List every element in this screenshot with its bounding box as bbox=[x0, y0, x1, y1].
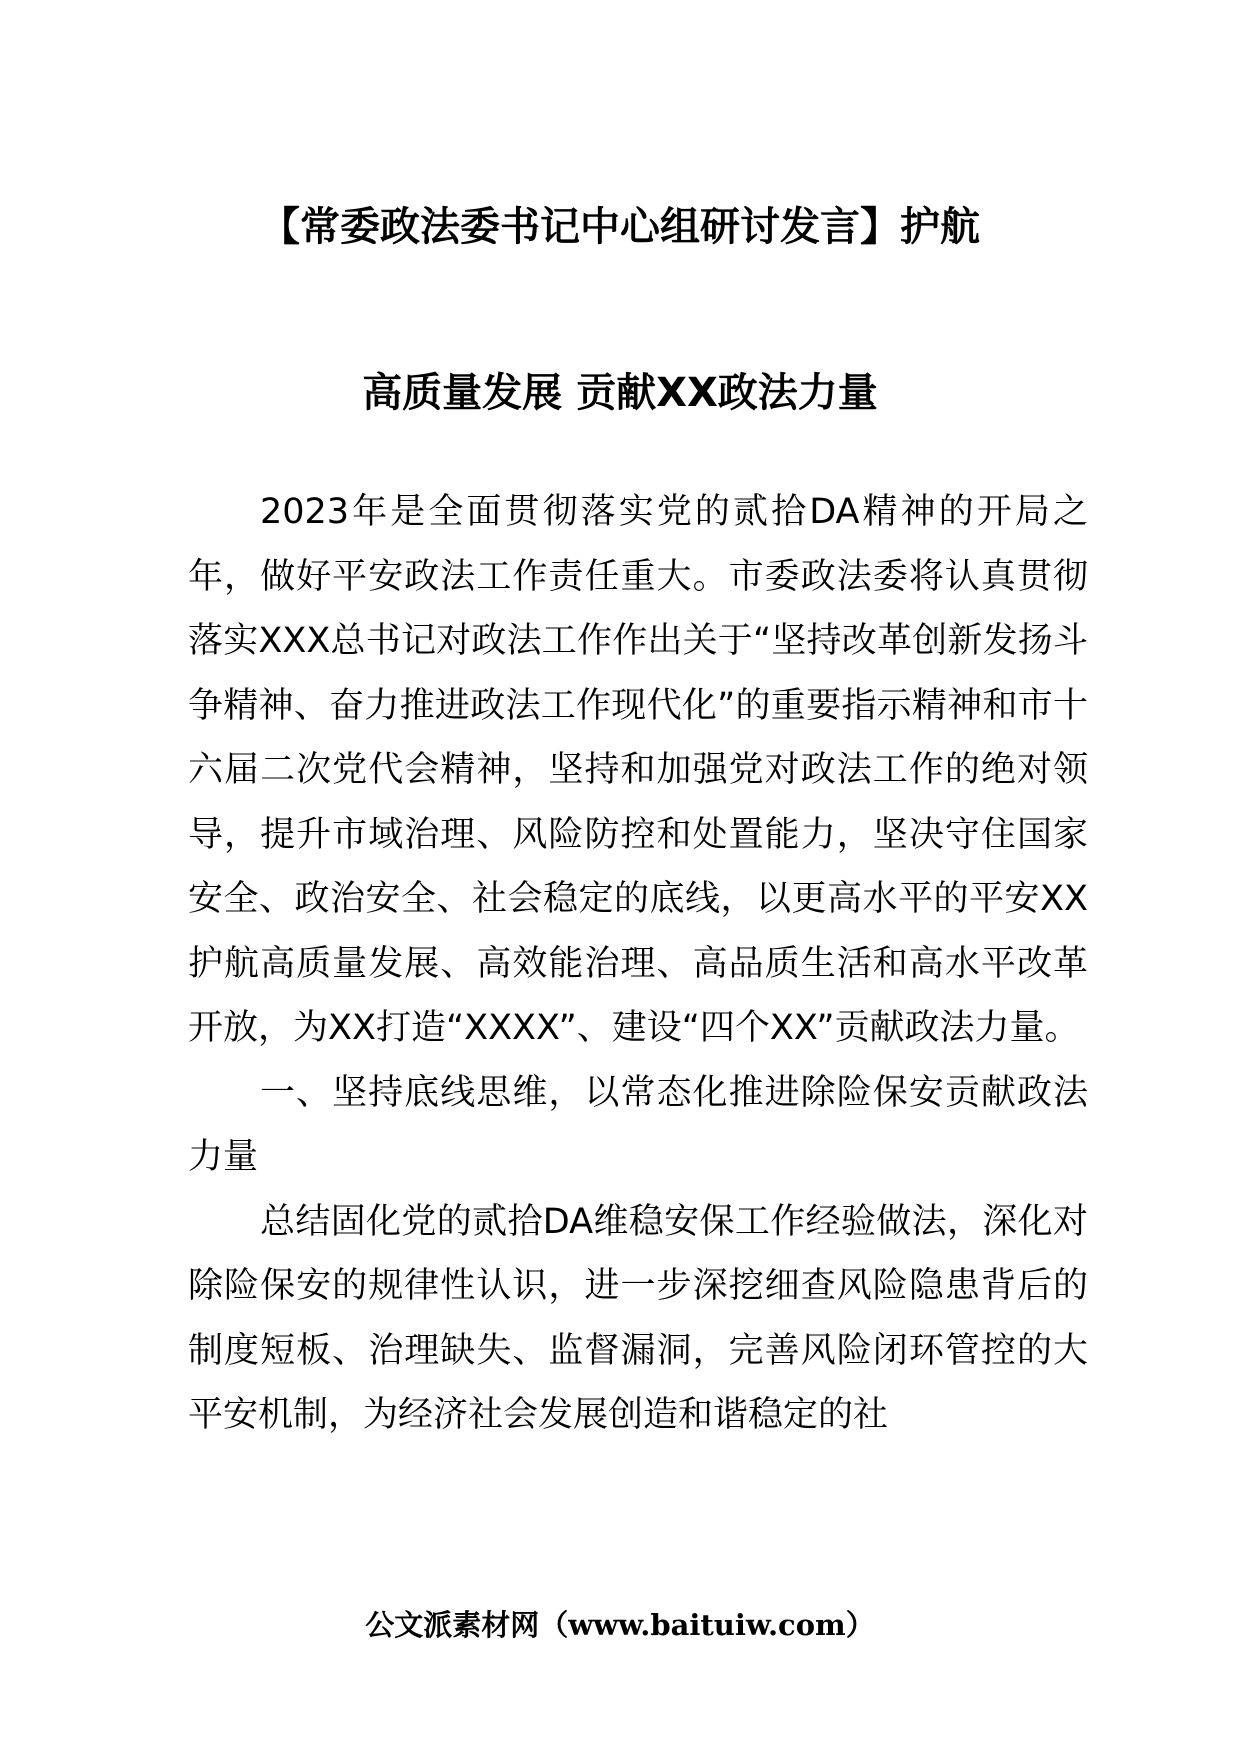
body-paragraph-intro: 2023年是全面贯彻落实党的贰拾DA精神的开局之年，做好平安政法工作责任重大。市委政法委将认真贯彻落实XXX总书记对政法工作作出关于“坚持改革创新发扬斗争精神、奋力推进政法工作现代化”的重要指示精神和市十六届二次党代会精神，坚持和加强党对政法工作的绝对领导，提升市域治理、风险防控和处置能力，坚决守住国家安全、政治安全、社会稳定的底线，以更高水平的平安XX护航高质量发展、高效能治理、高品质生活和高水平改革开放，为XX打造“XXXX”、建设“四个XX”贡献政法力量。 bbox=[188, 492, 1088, 1048]
footer-watermark: 公文派素材网（www.baituiw.com） bbox=[365, 1608, 875, 1642]
document-title-line-2: 高质量发展 贡献XX政法力量 bbox=[362, 370, 878, 416]
document-body bbox=[188, 480, 1088, 1448]
body-paragraph-section-1: 总结固化党的贰拾DA维稳安保工作经验做法，深化对除险保安的规律性认识，进一步深挖细查风险隐患背后的制度短板、治理缺失、监督漏洞，完善风险闭环管控的大平安机制，为经济社会发展创造和谐稳定的社 bbox=[188, 1201, 1088, 1435]
section-heading-1: 一、坚持底线思维，以常态化推进除险保安贡献政法力量 bbox=[188, 1072, 1088, 1177]
document-title-line-1: 【常委政法委书记中心组研讨发言】护航 bbox=[260, 204, 980, 250]
